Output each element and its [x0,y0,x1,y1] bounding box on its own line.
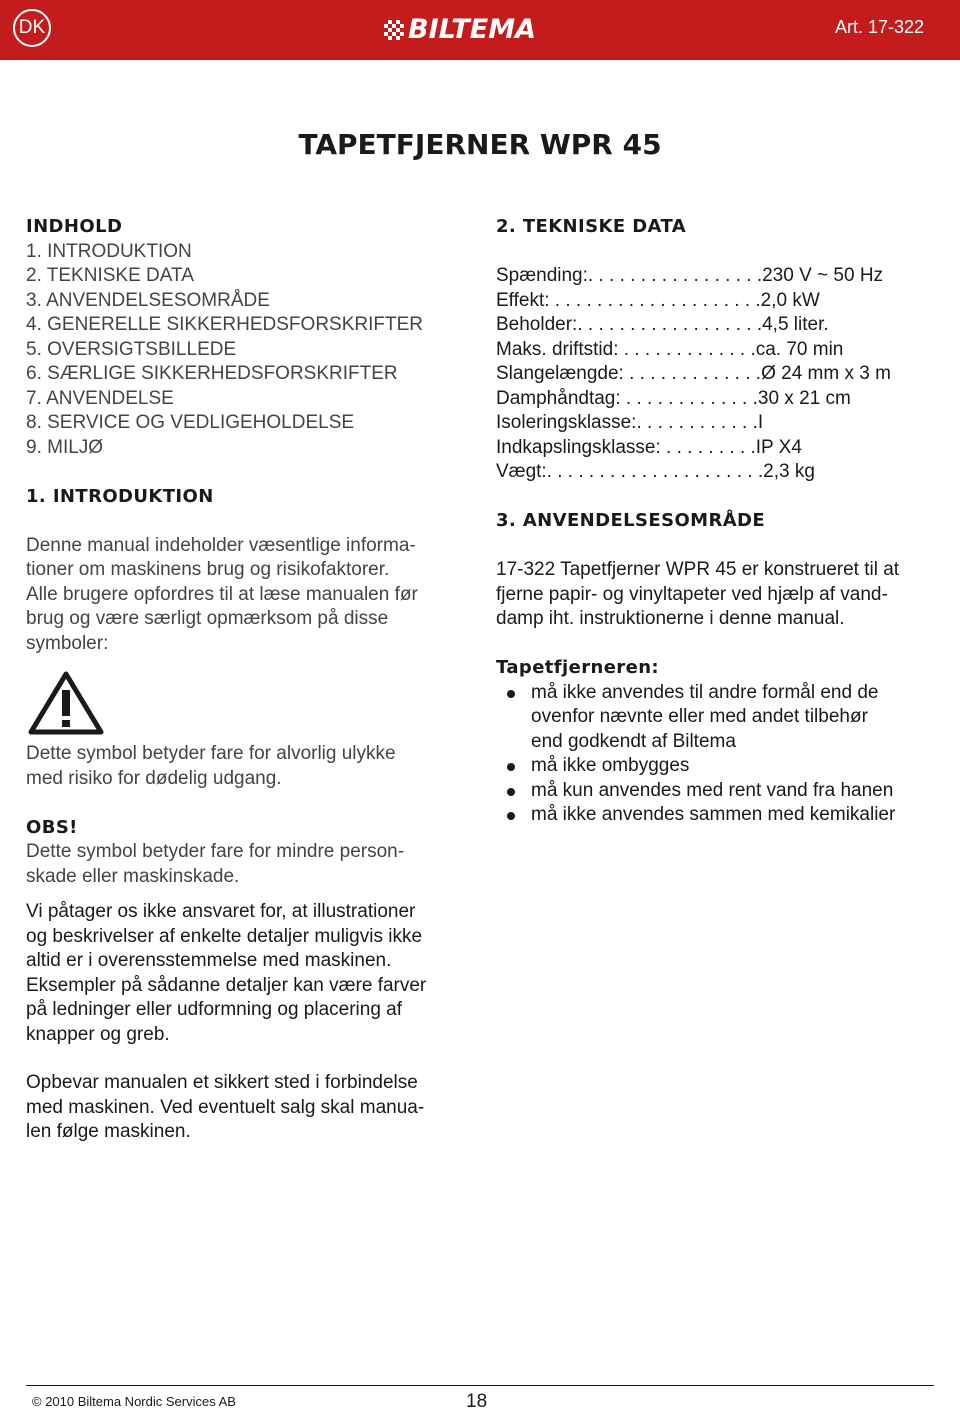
article-number: Art. 17-322 [834,17,924,37]
usage-bullet-list [496,681,941,828]
header-bar [0,0,960,60]
left-column [26,215,476,889]
list-item: må kun anvendes med rent vand fra hanen [496,779,941,804]
spec-row: Spænding:. . . . . . . . . . . . . . . . .230 V ~ 50 Hz [496,265,884,286]
list-item: må ikke ombygges [496,754,941,779]
right-column [496,215,941,828]
spec-row: Beholder:. . . . . . . . . . . . . . . . . .4,5 liter. [496,314,829,335]
page-title: TAPETFJERNER WPR 45 [298,128,662,161]
toc-item: 4. GENERELLE SIKKERHEDSFORSKRIFTER [26,314,423,335]
spec-row: Damphåndtag: . . . . . . . . . . . . .30 x 21 cm [496,387,851,409]
toc-item: 5. OVERSIGTSBILLEDE [26,338,237,360]
toc-heading: INDHOLD [26,216,123,237]
warning-description: Dette symbol betyder fare for alvorlig ulykke med risiko for dødelig udgang. [26,743,396,789]
usage-heading: 3. ANVENDELSESOMRÅDE [496,510,766,531]
storage-paragraph: Opbevar manualen et sikkert sted i forbindelse med maskinen. Ved eventuelt salg skal manua- len følge maskinen. [26,1072,425,1142]
usage-paragraph: 17-322 Tapetfjerner WPR 45 er konstrueret til at fjerne papir- og vinyltapeter ved hjælp af vand- damp iht. instruktionerne i denne manual. [496,559,900,629]
toc-item: 1. INTRODUKTION [26,240,192,262]
copyright-notice: © 2010 Biltema Nordic Services AB [32,1394,236,1409]
list-item: må ikke anvendes til andre formål end de ovenfor nævnte eller med andet tilbehør end godkendt af Biltema [496,681,941,755]
tech-heading: 2. TEKNISKE DATA [496,216,687,237]
intro-paragraph: Denne manual indeholder væsentlige informa- tioner om maskinens brug og risikofaktorer. Alle brugere opfordres til at læse manualen før brug og være særligt opmærksom på disse symboler: [26,534,418,654]
spec-row: Effekt: . . . . . . . . . . . . . . . . . . . .2,0 kW [496,289,820,311]
toc-item: 8. SERVICE OG VEDLIGEHOLDELSE [26,412,355,433]
obs-description: Dette symbol betyder fare for mindre person- skade eller maskinskade. [26,841,405,887]
spec-row: Indkapslingsklasse: . . . . . . . . .IP X4 [496,436,802,458]
spec-row: Slangelængde: . . . . . . . . . . . . .Ø 24 mm x 3 m [496,363,891,384]
language-badge: DK [13,9,51,47]
spec-row: Isoleringsklasse:. . . . . . . . . . . .I [496,412,764,433]
obs-label: OBS! [26,816,78,838]
spec-row: Vægt:. . . . . . . . . . . . . . . . . . . . .2,3 kg [496,461,815,482]
table-of-contents [26,240,476,461]
page-number: 18 [466,1391,488,1412]
list-item: må ikke anvendes sammen med kemikalier [496,803,941,828]
checkered-flag-icon [384,20,404,40]
tech-spec-list [496,264,941,485]
toc-item: 9. MILJØ [26,436,104,458]
toc-item: 7. ANVENDELSE [26,387,174,409]
disclaimer-paragraph: Vi påtager os ikke ansvaret for, at illustrationer og beskrivelser af enkelte detaljer muligvis ikke altid er i overensstemmelse med maskinen. Eksempler på sådanne detaljer kan være farver på ledninger eller udformning og placering af knapper og greb. [26,901,427,1045]
footer-divider [26,1385,934,1386]
usage-subheading: Tapetfjerneren: [496,657,660,678]
brand-name: BILTEMA [408,14,536,45]
toc-item: 6. SÆRLIGE SIKKERHEDSFORSKRIFTER [26,363,398,384]
toc-item: 3. ANVENDELSESOMRÅDE [26,289,270,311]
warning-triangle-icon [28,670,104,736]
spec-row: Maks. driftstid: . . . . . . . . . . . . .ca. 70 min [496,338,844,360]
toc-item: 2. TEKNISKE DATA [26,265,194,286]
intro-heading: 1. INTRODUKTION [26,485,214,507]
